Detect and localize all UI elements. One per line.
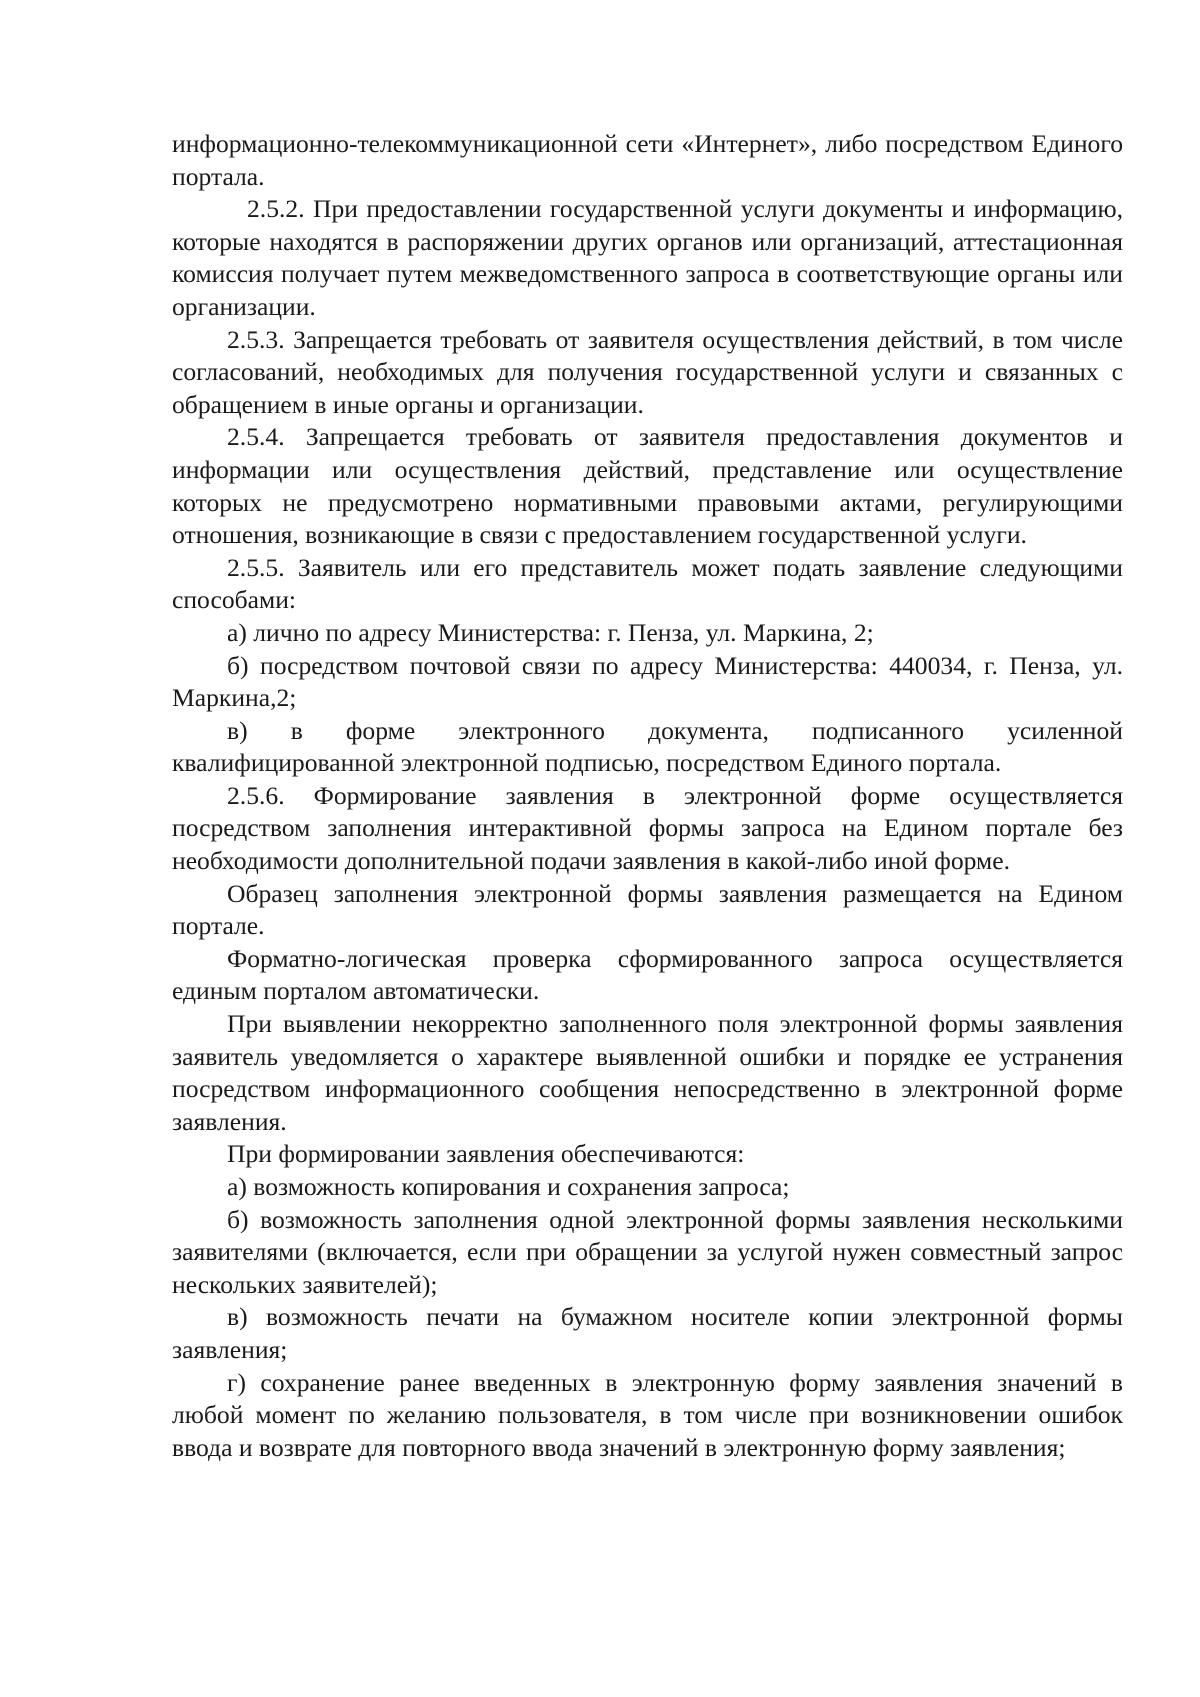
list-item-b-multiple-applicants: б) возможность заполнения одной электронной формы заявления несколькими заявителями (включается, если при обращении за услугой нужен совместный запрос нескольких заявителей);: [172, 1204, 1123, 1299]
paragraph-sample-form: Образец заполнения электронной формы заявления размещается на Едином портале.: [172, 878, 1123, 941]
list-item-a-in-person: а) лично по адресу Министерства: г. Пенза, ул. Маркина, 2;: [227, 617, 874, 647]
list-item-v-print: в) возможность печати на бумажном носителе копии электронной формы заявления;: [172, 1302, 1123, 1364]
paragraph-2-5-3: 2.5.3. Запрещается требовать от заявителя осуществления действий, в том числе согласований, необходимых для получения государственной услуги и связанных с обращением в иные органы и организации.: [172, 324, 1123, 419]
paragraph-2-5-2: 2.5.2. При предоставлении государственной услуги документы и информацию, которые находятся в распоряжении других органов или организаций, аттестационная комиссия получает путем межведомственного запроса в соответствующие органы или организации.: [172, 194, 1123, 321]
list-item-b-postal: б) посредством почтовой связи по адресу Министерства: 440034, г. Пенза, ул. Маркина,2;: [172, 650, 1123, 713]
document-body: [172, 128, 1123, 1464]
list-item-g-save-values: г) сохранение ранее введенных в электронную форму заявления значений в любой момент по желанию пользователя, в том числе при возникновении ошибок ввода и возврате для повторного ввода значений в электронную форму заявления;: [172, 1367, 1123, 1462]
list-item-a-copy-save: а) возможность копирования и сохранения запроса;: [227, 1172, 790, 1201]
paragraph-2-5-4: 2.5.4. Запрещается требовать от заявителя предоставления документов и информации или осуществления действий, представление или осуществление которых не предусмотрено нормативными правовыми актами, регулирующими отношения, возникающие в связи с предоставлением государственной услуги.: [172, 422, 1123, 550]
paragraph-continuation: информационно-телекоммуникационной сети «Интернет», либо посредством Единого портала.: [172, 129, 1123, 191]
paragraph-provided-features: При формировании заявления обеспечиваются:: [227, 1139, 745, 1169]
paragraph-2-5-5: 2.5.5. Заявитель или его представитель может подать заявление следующими способами:: [172, 552, 1123, 615]
paragraph-format-check: Форматно-логическая проверка сформированного запроса осуществляется единым порталом автоматически.: [172, 943, 1123, 1006]
list-item-v-electronic: в) в форме электронного документа, подписанного усиленной квалифицированной электронной подписью, посредством Единого портала.: [172, 715, 1123, 778]
paragraph-2-5-6: 2.5.6. Формирование заявления в электронной форме осуществляется посредством заполнения интерактивной формы запроса на Едином портале без необходимости дополнительной подачи заявления в какой-либо иной форме.: [172, 780, 1123, 876]
paragraph-error-notification: При выявлении некорректно заполненного поля электронной формы заявления заявитель уведомляется о характере выявленной ошибки и порядке ее устранения посредством информационного сообщения непосредственно в электронной форме заявления.: [172, 1009, 1123, 1136]
